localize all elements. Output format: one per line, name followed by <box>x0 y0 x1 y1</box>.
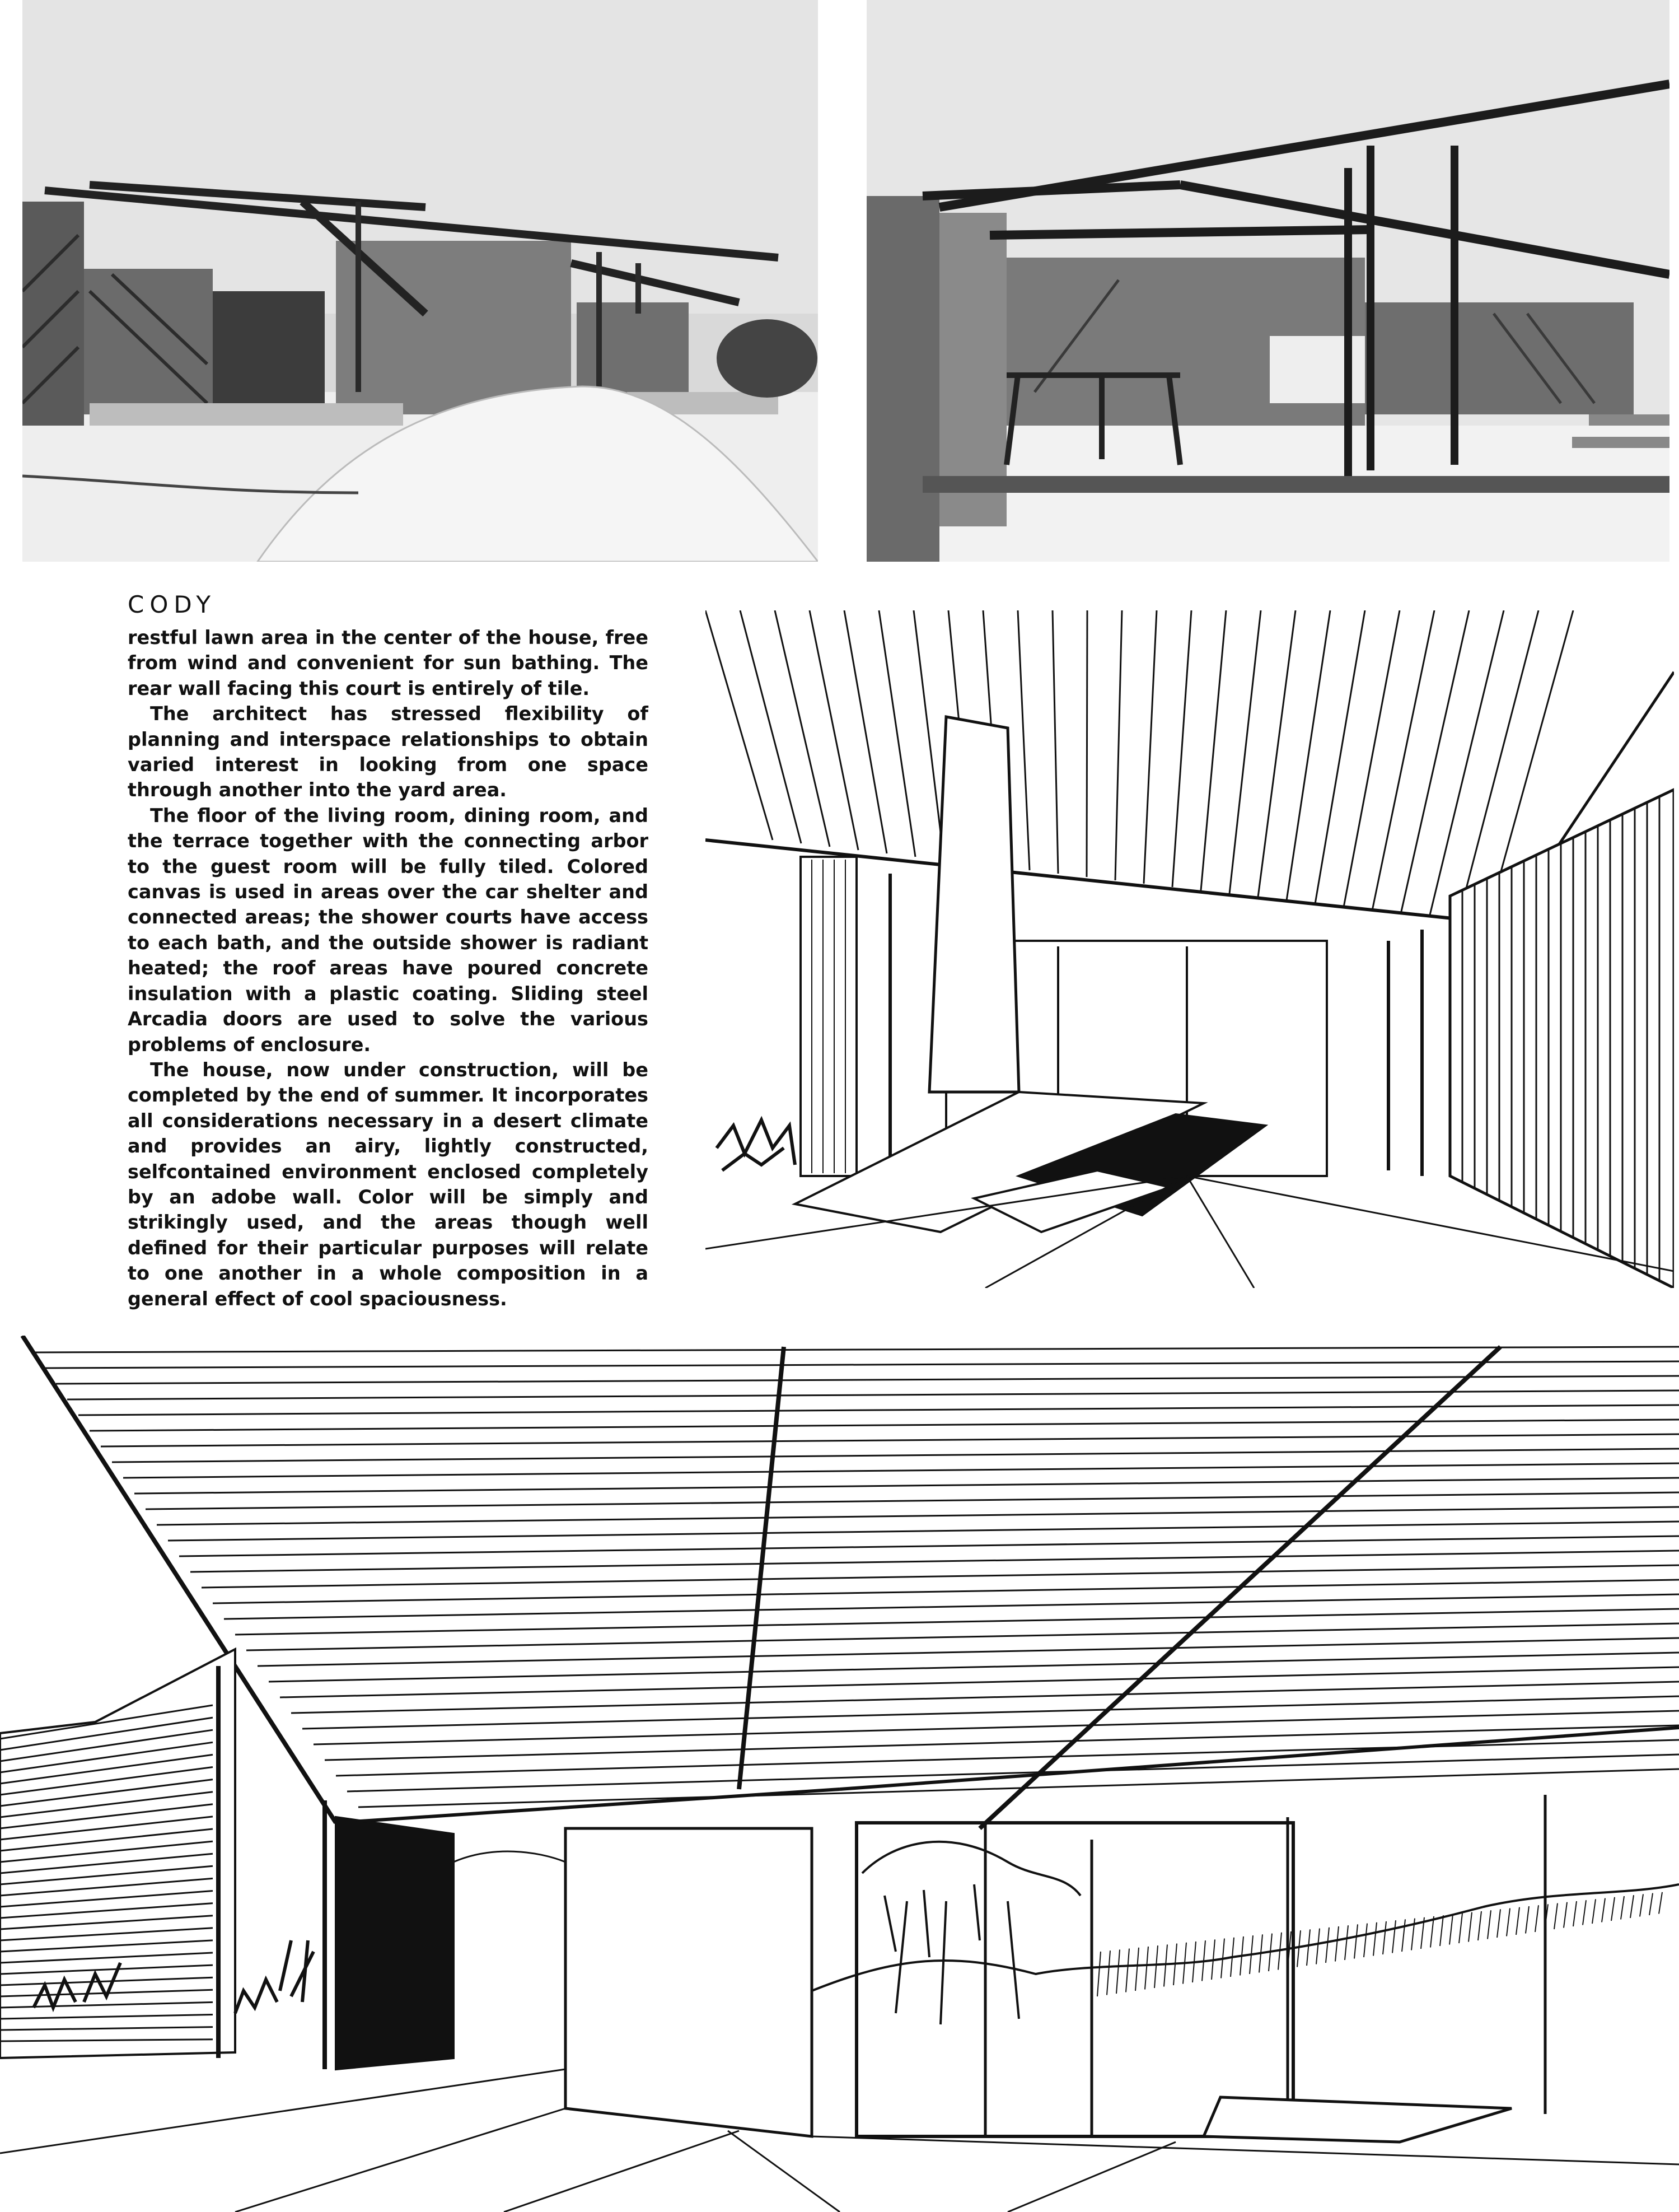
article-body <box>128 625 648 1312</box>
terrace-perspective-drawing <box>705 610 1674 1288</box>
paragraph-3: The floor of the living room, dining room, and the terrace together with the connecting arbor to the guest room will be fully tiled. Colored canvas is used in areas over the car shelter and connected areas; the shower courts have access to each bath, and the outside shower is radiant heated; the roof areas have poured concrete insulation with a plastic coating. Sliding steel Arcadia doors are used to solve the various problems of enclosure. <box>128 804 648 1056</box>
construction-photo-right <box>867 0 1669 562</box>
living-room-perspective-drawing <box>0 1336 1679 2212</box>
construction-photo-left <box>22 0 818 562</box>
paragraph-1: restful lawn area in the center of the house, free from wind and convenient for sun bathing. The rear wall facing this court is entirely of tile. <box>128 627 648 699</box>
article-heading: CODY <box>128 591 217 618</box>
paragraph-2: The architect has stressed flexibility of planning and interspace relationships to obtain varied interest in looking from one space through another into the yard area. <box>128 703 648 801</box>
paragraph-4: The house, now under construction, will be completed by the end of summer. It incorporates all considerations necessary in a desert climate and provides an airy, lightly constructed, selfcontained environment enclosed completely by an adobe wall. Color will be simply and strikingly used, and the areas though well defined for their particular purposes will relate to one another in a whole composition in a general effect of cool spaciousness. <box>128 1058 648 1310</box>
